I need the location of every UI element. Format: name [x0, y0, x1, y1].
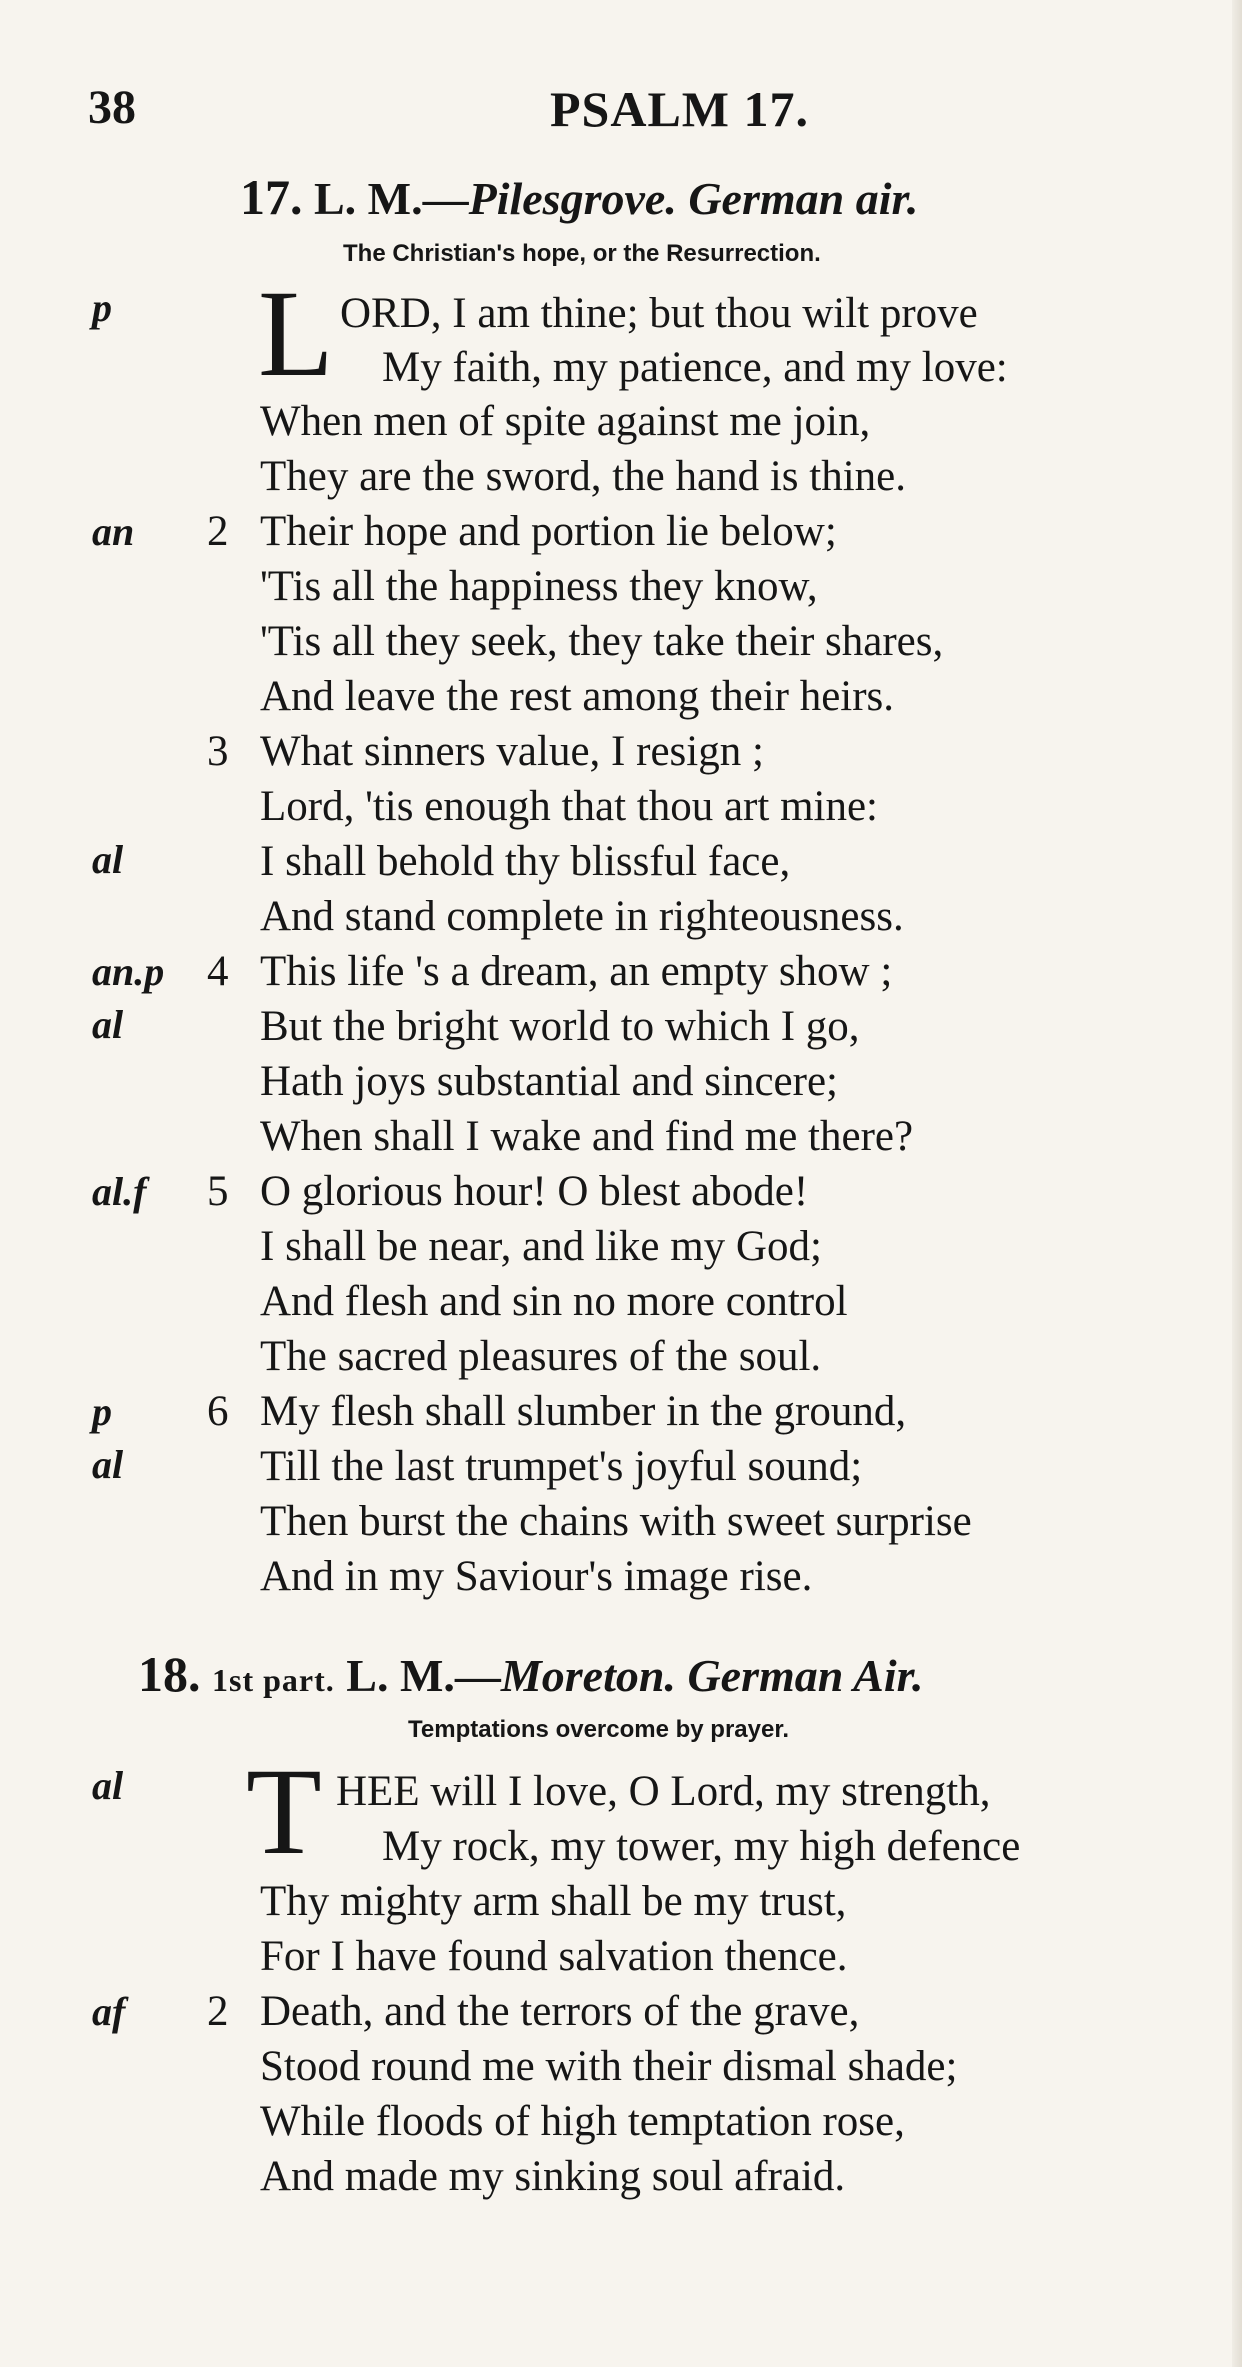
dynamic-mark: al — [92, 1442, 124, 1487]
page-edge — [1232, 0, 1242, 2367]
hymn-line: What sinners value, I resign ; — [260, 728, 764, 775]
drop-cap: L — [258, 265, 334, 402]
hymn-line: I shall behold thy blissful face, — [260, 838, 791, 885]
hymn-part: 1st part. — [212, 1662, 335, 1698]
page-number: 38 — [88, 81, 136, 134]
hymn-line: I shall be near, and like my God; — [260, 1223, 822, 1270]
hymn-line: But the bright world to which I go, — [260, 1003, 860, 1050]
hymn-line: 'Tis all they seek, they take their shares, — [260, 618, 944, 665]
hymn-line: Their hope and portion lie below; — [260, 508, 837, 555]
hymn-number: 18. — [138, 1646, 201, 1702]
dynamic-mark: al — [92, 1002, 124, 1047]
hymn-17-subtitle: The Christian's hope, or the Resurrection. — [343, 240, 821, 267]
hymn-line: They are the sword, the hand is thine. — [260, 453, 907, 500]
hymn-line: HEE will I love, O Lord, my strength, — [336, 1768, 991, 1815]
hymn-line: Then burst the chains with sweet surprise — [260, 1498, 972, 1545]
hymn-line: My flesh shall slumber in the ground, — [260, 1388, 907, 1435]
dynamic-mark: al — [92, 1763, 124, 1808]
page-header — [88, 80, 1188, 150]
hymn-line: Lord, 'tis enough that thou art mine: — [260, 783, 878, 830]
drop-cap: T — [246, 1743, 322, 1880]
dynamic-mark: af — [92, 1989, 126, 2034]
verse-number: 2 — [207, 508, 229, 555]
hymn-line: When shall I wake and find me there? — [260, 1113, 914, 1160]
hymn-line: And leave the rest among their heirs. — [260, 673, 895, 720]
hymn-line: And stand complete in righteousness. — [260, 893, 904, 940]
verse-number: 6 — [207, 1388, 229, 1435]
dynamic-mark: al.f — [92, 1169, 147, 1214]
verse-number: 4 — [207, 948, 229, 995]
hymn-line: Thy mighty arm shall be my trust, — [260, 1878, 847, 1925]
dynamic-mark: al — [92, 837, 124, 882]
hymn-17-title — [240, 168, 918, 226]
hymn-line: O glorious hour! O blest abode! — [260, 1168, 809, 1215]
hymn-tune: Pilesgrove. German air. — [468, 173, 919, 224]
dynamic-mark: p — [92, 285, 112, 330]
dynamic-mark: an — [92, 509, 135, 554]
hymn-meter: L. M.— — [346, 1650, 501, 1701]
hymn-18-title — [138, 1645, 923, 1703]
dynamic-mark: p — [92, 1389, 112, 1434]
hymn-line: While floods of high temptation rose, — [260, 2098, 905, 2145]
hymn-line: The sacred pleasures of the soul. — [260, 1333, 822, 1380]
hymn-line: When men of spite against me join, — [260, 398, 871, 445]
hymn-number: 17. — [240, 169, 303, 225]
hymn-tune: Moreton. German Air. — [500, 1650, 924, 1701]
hymn-line: Till the last trumpet's joyful sound; — [260, 1443, 863, 1490]
hymn-line: 'Tis all the happiness they know, — [260, 563, 818, 610]
hymn-line: Stood round me with their dismal shade; — [260, 2043, 958, 2090]
hymn-line: This life 's a dream, an empty show ; — [260, 948, 893, 995]
hymn-line: Death, and the terrors of the grave, — [260, 1988, 860, 2035]
running-head: PSALM 17. — [550, 81, 809, 137]
hymn-line: My faith, my patience, and my love: — [382, 344, 1008, 391]
dynamic-mark: an.p — [92, 949, 165, 994]
hymn-line: My rock, my tower, my high defence — [382, 1823, 1021, 1870]
verse-number: 2 — [207, 1988, 229, 2035]
verse-number: 3 — [207, 728, 229, 775]
hymn-18-subtitle: Temptations overcome by prayer. — [408, 1716, 790, 1743]
hymn-line: Hath joys substantial and sincere; — [260, 1058, 838, 1105]
hymn-line: ORD, I am thine; but thou wilt prove — [340, 290, 978, 337]
hymn-line: And in my Saviour's image rise. — [260, 1553, 813, 1600]
hymn-line: And made my sinking soul afraid. — [260, 2153, 846, 2200]
hymn-line: And flesh and sin no more control — [260, 1278, 848, 1325]
hymn-meter: L. M.— — [314, 173, 469, 224]
verse-number: 5 — [207, 1168, 229, 1215]
hymn-line: For I have found salvation thence. — [260, 1933, 848, 1980]
